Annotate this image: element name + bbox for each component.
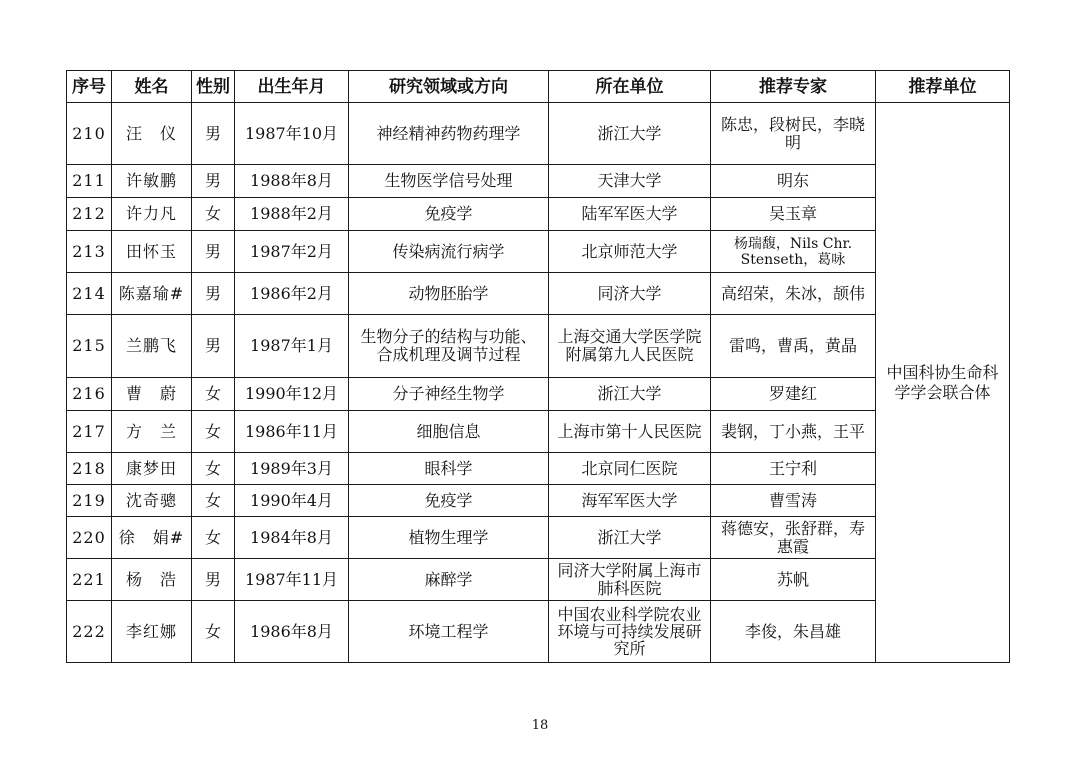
cell-serial: 217	[67, 411, 112, 453]
cell-gender: 男	[192, 165, 235, 198]
cell-experts: 雷鸣，曹禹，黄晶	[711, 315, 876, 378]
cell-experts: 裴钢，丁小燕，王平	[711, 411, 876, 453]
cell-experts: 明东	[711, 165, 876, 198]
cell-unit: 陆军军医大学	[549, 198, 711, 231]
cell-gender: 男	[192, 559, 235, 601]
cell-name: 方 兰	[112, 411, 192, 453]
cell-unit: 北京同仁医院	[549, 453, 711, 485]
cell-field: 免疫学	[349, 485, 549, 517]
table-row	[67, 103, 1010, 165]
cell-unit: 浙江大学	[549, 517, 711, 559]
cell-birth: 1989年3月	[235, 453, 349, 485]
cell-field: 传染病流行病学	[349, 231, 549, 273]
cell-name: 田怀玉	[112, 231, 192, 273]
cell-experts: 王宁利	[711, 453, 876, 485]
cell-name: 陈嘉瑜#	[112, 273, 192, 315]
cell-name: 许敏鹏	[112, 165, 192, 198]
cell-name: 杨 浩	[112, 559, 192, 601]
cell-experts: 李俊，朱昌雄	[711, 601, 876, 663]
cell-serial: 214	[67, 273, 112, 315]
cell-birth: 1986年2月	[235, 273, 349, 315]
cell-name: 曹 蔚	[112, 378, 192, 411]
cell-serial: 221	[67, 559, 112, 601]
cell-unit: 天津大学	[549, 165, 711, 198]
cell-serial: 211	[67, 165, 112, 198]
cell-unit: 上海交通大学医学院附属第九人民医院	[549, 315, 711, 378]
cell-experts: 杨瑞馥，Nils Chr. Stenseth，葛咏	[711, 231, 876, 273]
cell-experts: 高绍荣，朱冰，颉伟	[711, 273, 876, 315]
table-header-row	[67, 71, 1010, 103]
header-experts: 推荐专家	[711, 71, 876, 103]
cell-birth: 1987年10月	[235, 103, 349, 165]
cell-experts: 苏帆	[711, 559, 876, 601]
table-row	[67, 273, 1010, 315]
cell-gender: 女	[192, 198, 235, 231]
cell-birth: 1986年8月	[235, 601, 349, 663]
cell-gender: 男	[192, 103, 235, 165]
cell-unit: 同济大学	[549, 273, 711, 315]
cell-experts: 陈忠，段树民，李晓明	[711, 103, 876, 165]
cell-gender: 女	[192, 485, 235, 517]
cell-serial: 218	[67, 453, 112, 485]
cell-field: 生物医学信号处理	[349, 165, 549, 198]
cell-unit: 海军军医大学	[549, 485, 711, 517]
cell-recommending-unit: 中国科协生命科学学会联合体	[876, 103, 1010, 663]
table-row	[67, 378, 1010, 411]
cell-unit: 同济大学附属上海市肺科医院	[549, 559, 711, 601]
page-number: 18	[531, 718, 549, 733]
table-row	[67, 231, 1010, 273]
table-row	[67, 165, 1010, 198]
cell-field: 免疫学	[349, 198, 549, 231]
cell-gender: 女	[192, 453, 235, 485]
cell-serial: 222	[67, 601, 112, 663]
cell-gender: 男	[192, 231, 235, 273]
cell-name: 徐 娟#	[112, 517, 192, 559]
table-row	[67, 601, 1010, 663]
cell-gender: 男	[192, 315, 235, 378]
table-row	[67, 559, 1010, 601]
cell-birth: 1984年8月	[235, 517, 349, 559]
cell-name: 兰鹏飞	[112, 315, 192, 378]
cell-experts: 蒋德安，张舒群，寿惠霞	[711, 517, 876, 559]
cell-field: 分子神经生物学	[349, 378, 549, 411]
header-birth: 出生年月	[235, 71, 349, 103]
cell-birth: 1987年11月	[235, 559, 349, 601]
cell-birth: 1990年12月	[235, 378, 349, 411]
cell-serial: 215	[67, 315, 112, 378]
cell-field: 麻醉学	[349, 559, 549, 601]
cell-experts: 曹雪涛	[711, 485, 876, 517]
table-row	[67, 453, 1010, 485]
cell-serial: 220	[67, 517, 112, 559]
cell-serial: 212	[67, 198, 112, 231]
cell-gender: 女	[192, 411, 235, 453]
header-gender: 性别	[192, 71, 235, 103]
cell-unit: 上海市第十人民医院	[549, 411, 711, 453]
header-recommending-unit: 推荐单位	[876, 71, 1010, 103]
table-row	[67, 411, 1010, 453]
table-row	[67, 517, 1010, 559]
header-unit: 所在单位	[549, 71, 711, 103]
cell-name: 李红娜	[112, 601, 192, 663]
cell-serial: 219	[67, 485, 112, 517]
cell-field: 细胞信息	[349, 411, 549, 453]
cell-unit: 浙江大学	[549, 378, 711, 411]
cell-name: 汪 仪	[112, 103, 192, 165]
cell-field: 动物胚胎学	[349, 273, 549, 315]
cell-name: 许力凡	[112, 198, 192, 231]
header-field: 研究领域或方向	[349, 71, 549, 103]
cell-birth: 1988年8月	[235, 165, 349, 198]
cell-serial: 216	[67, 378, 112, 411]
cell-birth: 1987年2月	[235, 231, 349, 273]
cell-gender: 女	[192, 601, 235, 663]
cell-serial: 210	[67, 103, 112, 165]
cell-field: 生物分子的结构与功能、合成机理及调节过程	[349, 315, 549, 378]
table-row	[67, 485, 1010, 517]
cell-birth: 1987年1月	[235, 315, 349, 378]
cell-field: 眼科学	[349, 453, 549, 485]
cell-birth: 1986年11月	[235, 411, 349, 453]
cell-experts: 罗建红	[711, 378, 876, 411]
cell-gender: 女	[192, 378, 235, 411]
cell-unit: 北京师范大学	[549, 231, 711, 273]
cell-unit: 浙江大学	[549, 103, 711, 165]
cell-unit: 中国农业科学院农业环境与可持续发展研究所	[549, 601, 711, 663]
cell-gender: 女	[192, 517, 235, 559]
table-row	[67, 315, 1010, 378]
candidate-table	[66, 70, 1010, 663]
header-serial: 序号	[67, 71, 112, 103]
cell-serial: 213	[67, 231, 112, 273]
cell-name: 康梦田	[112, 453, 192, 485]
cell-field: 神经精神药物药理学	[349, 103, 549, 165]
cell-birth: 1988年2月	[235, 198, 349, 231]
cell-birth: 1990年4月	[235, 485, 349, 517]
table-row	[67, 198, 1010, 231]
cell-field: 环境工程学	[349, 601, 549, 663]
cell-field: 植物生理学	[349, 517, 549, 559]
cell-experts: 吴玉章	[711, 198, 876, 231]
header-name: 姓名	[112, 71, 192, 103]
cell-name: 沈奇骢	[112, 485, 192, 517]
cell-gender: 男	[192, 273, 235, 315]
